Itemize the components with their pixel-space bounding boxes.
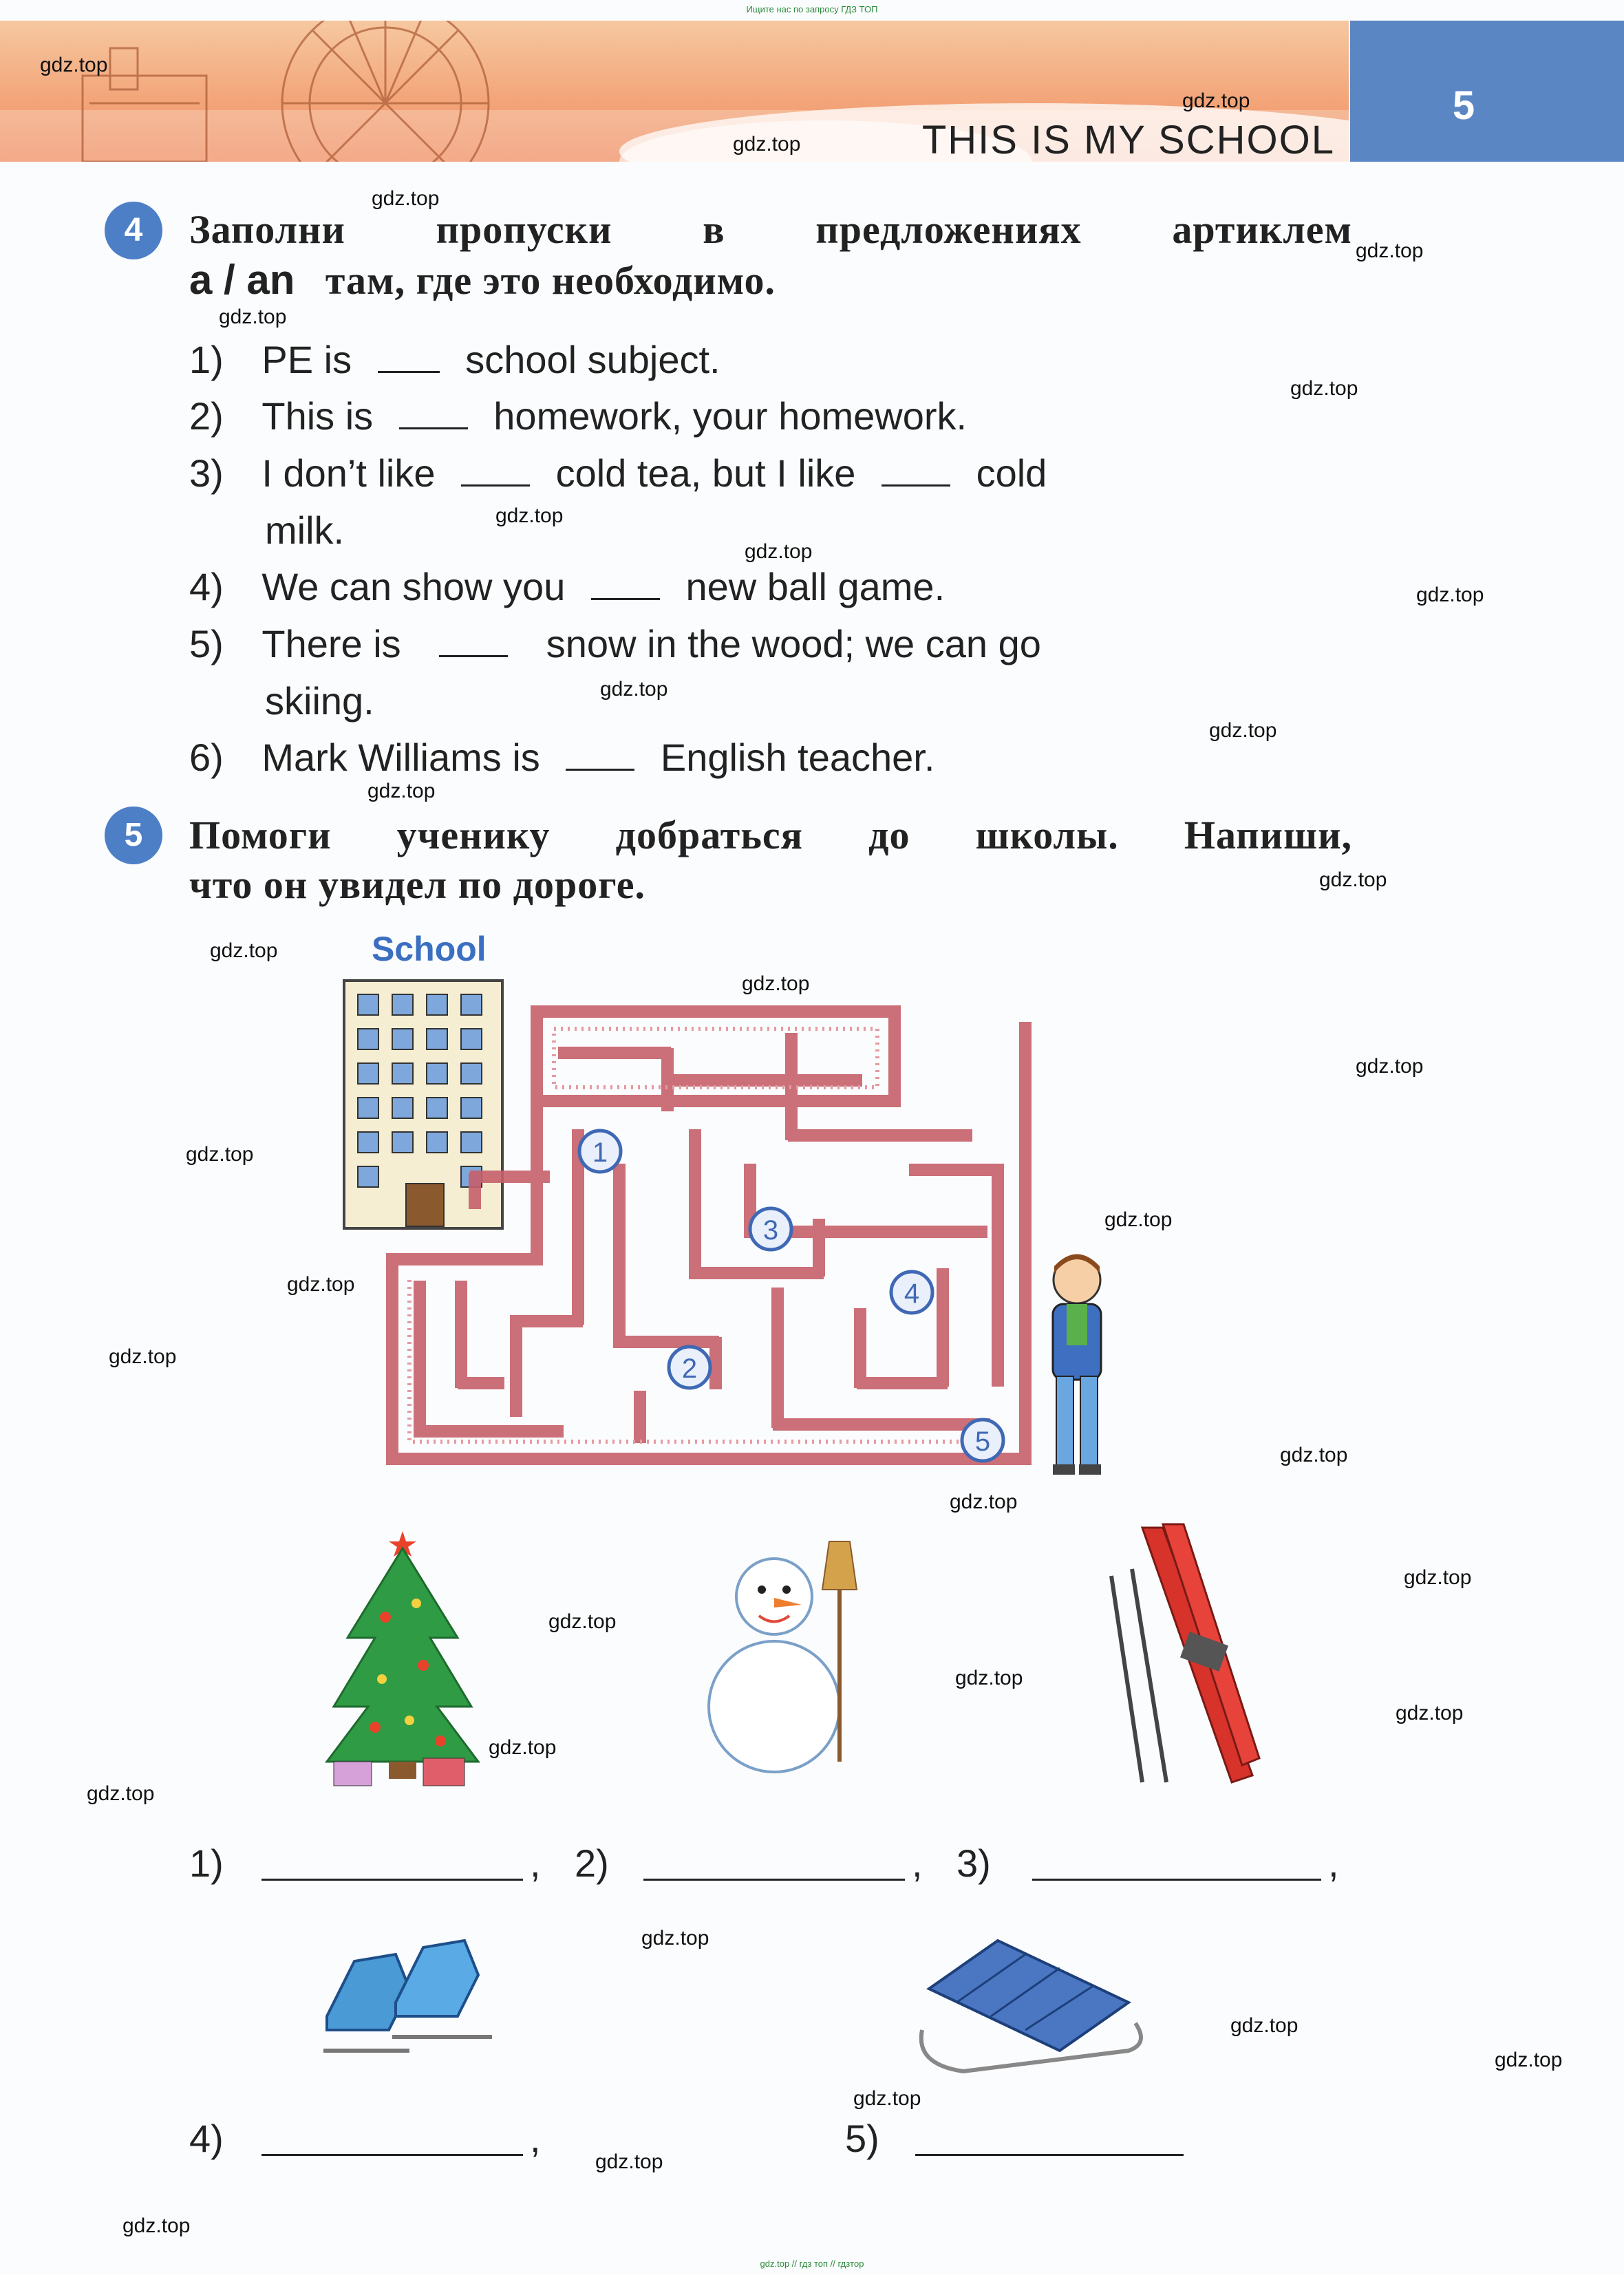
- watermark: gdz.top: [489, 1736, 557, 1759]
- blank-field[interactable]: [439, 655, 508, 657]
- comma-4: ,: [530, 2117, 541, 2160]
- exercise-4-badge: 4: [105, 202, 162, 259]
- watermark: gdz.top: [1280, 1444, 1348, 1466]
- watermark: gdz.top: [641, 1927, 709, 1950]
- watermark: gdz.top: [1290, 377, 1358, 400]
- page-title: THIS IS MY SCHOOL: [921, 118, 1335, 162]
- exercise-5-badge: 5: [105, 807, 162, 864]
- blank-field[interactable]: [882, 484, 950, 487]
- snowman-picture: [698, 1535, 884, 1782]
- watermark: gdz.top: [1209, 719, 1277, 742]
- comma-1: ,: [530, 1841, 541, 1885]
- answer-5-label: 5): [845, 2117, 879, 2160]
- top-note: Ищите нас по запросу ГДЗ ТОП: [746, 4, 878, 14]
- exercise-4-instruction-line2: [189, 256, 776, 303]
- watermark: gdz.top: [122, 2214, 191, 2237]
- skis-picture: [1087, 1521, 1266, 1789]
- watermark: gdz.top: [186, 1143, 254, 1166]
- ex4-item-5: 5) There is snow in the wood; we can go: [189, 622, 1041, 665]
- watermark: gdz.top: [1396, 1702, 1464, 1724]
- maze-marker-5: 5: [974, 1427, 991, 1457]
- answer-2-label: 2): [575, 1841, 609, 1885]
- answer-5-field[interactable]: [915, 2154, 1184, 2156]
- watermark: gdz.top: [372, 187, 440, 210]
- watermark: gdz.top: [1416, 584, 1484, 606]
- student-boy: [1025, 1246, 1129, 1480]
- maze-marker-2: 2: [681, 1354, 698, 1384]
- answer-2-field[interactable]: [643, 1879, 905, 1881]
- comma-2: ,: [912, 1841, 923, 1885]
- maze[interactable]: [378, 998, 1080, 1480]
- watermark: gdz.top: [548, 1610, 617, 1633]
- maze-marker-3: 3: [762, 1215, 779, 1246]
- watermark: gdz.top: [1319, 868, 1387, 891]
- watermark: gdz.top: [495, 504, 564, 527]
- watermark: gdz.top: [1495, 2049, 1563, 2071]
- watermark: gdz.top: [1182, 89, 1250, 112]
- blank-field[interactable]: [378, 371, 440, 373]
- answer-1-label: 1): [189, 1841, 224, 1885]
- answer-1-field[interactable]: [261, 1879, 523, 1881]
- ex4-item-3-cont: milk.: [265, 509, 345, 552]
- watermark: gdz.top: [87, 1782, 155, 1805]
- watermark: gdz.top: [1104, 1208, 1173, 1231]
- watermark: gdz.top: [1356, 1055, 1424, 1078]
- ex4-item-4: 4) We can show you new ball game.: [189, 565, 945, 608]
- watermark: gdz.top: [742, 972, 810, 995]
- watermark: gdz.top: [733, 133, 801, 156]
- ex4-item-6: 6) Mark Williams is English teacher.: [189, 736, 935, 779]
- exercise-5-instruction-line2: что он увидел по дороге.: [189, 862, 646, 907]
- comma-3: ,: [1328, 1841, 1339, 1885]
- blank-field[interactable]: [566, 769, 634, 771]
- watermark: gdz.top: [40, 54, 108, 76]
- answer-3-label: 3): [957, 1841, 991, 1885]
- watermark: gdz.top: [745, 540, 813, 563]
- ex4-item-3: 3) I don’t like cold tea, but I like cold: [189, 451, 1047, 495]
- watermark: gdz.top: [287, 1273, 355, 1296]
- maze-marker-1: 1: [592, 1138, 608, 1168]
- article-options: a / an: [189, 257, 295, 303]
- watermark: gdz.top: [595, 2150, 663, 2173]
- watermark: gdz.top: [1356, 239, 1424, 262]
- ex4-item-2: 2) This is homework, your homework.: [189, 394, 968, 438]
- instruction-rest: там, где это необходимо.: [325, 258, 776, 303]
- blank-field[interactable]: [461, 484, 530, 487]
- watermark: gdz.top: [109, 1345, 177, 1368]
- ex4-item-1: 1) PE is school subject.: [189, 338, 720, 381]
- ex4-item-5-cont: skiing.: [265, 679, 374, 723]
- page-number: 5: [1452, 83, 1475, 128]
- watermark: gdz.top: [1404, 1566, 1472, 1589]
- watermark: gdz.top: [600, 678, 668, 701]
- answer-4-label: 4): [189, 2117, 224, 2160]
- watermark: gdz.top: [1230, 2014, 1299, 2037]
- sledge-picture: [908, 1927, 1156, 2085]
- watermark: gdz.top: [955, 1667, 1023, 1689]
- watermark: gdz.top: [853, 2087, 921, 2110]
- answer-4-field[interactable]: [261, 2154, 523, 2156]
- maze-marker-4: 4: [904, 1279, 920, 1309]
- exercise-5-instruction-line1: Помоги ученику добраться до школы. Напиши,: [189, 813, 1352, 857]
- footer-note: gdz.top // гдз топ // гдзтор: [760, 2258, 864, 2269]
- answer-3-field[interactable]: [1032, 1879, 1321, 1881]
- school-label: School: [372, 930, 487, 968]
- watermark: gdz.top: [367, 780, 436, 802]
- watermark: gdz.top: [219, 306, 287, 328]
- watermark: gdz.top: [210, 939, 278, 962]
- christmas-tree-picture: [320, 1521, 485, 1789]
- watermark: gdz.top: [950, 1491, 1018, 1513]
- skates-picture: [313, 1934, 506, 2071]
- blank-field[interactable]: [399, 427, 468, 429]
- exercise-4-instruction-line1: Заполни пропуски в предложениях артиклем: [189, 207, 1352, 252]
- blank-field[interactable]: [591, 598, 660, 600]
